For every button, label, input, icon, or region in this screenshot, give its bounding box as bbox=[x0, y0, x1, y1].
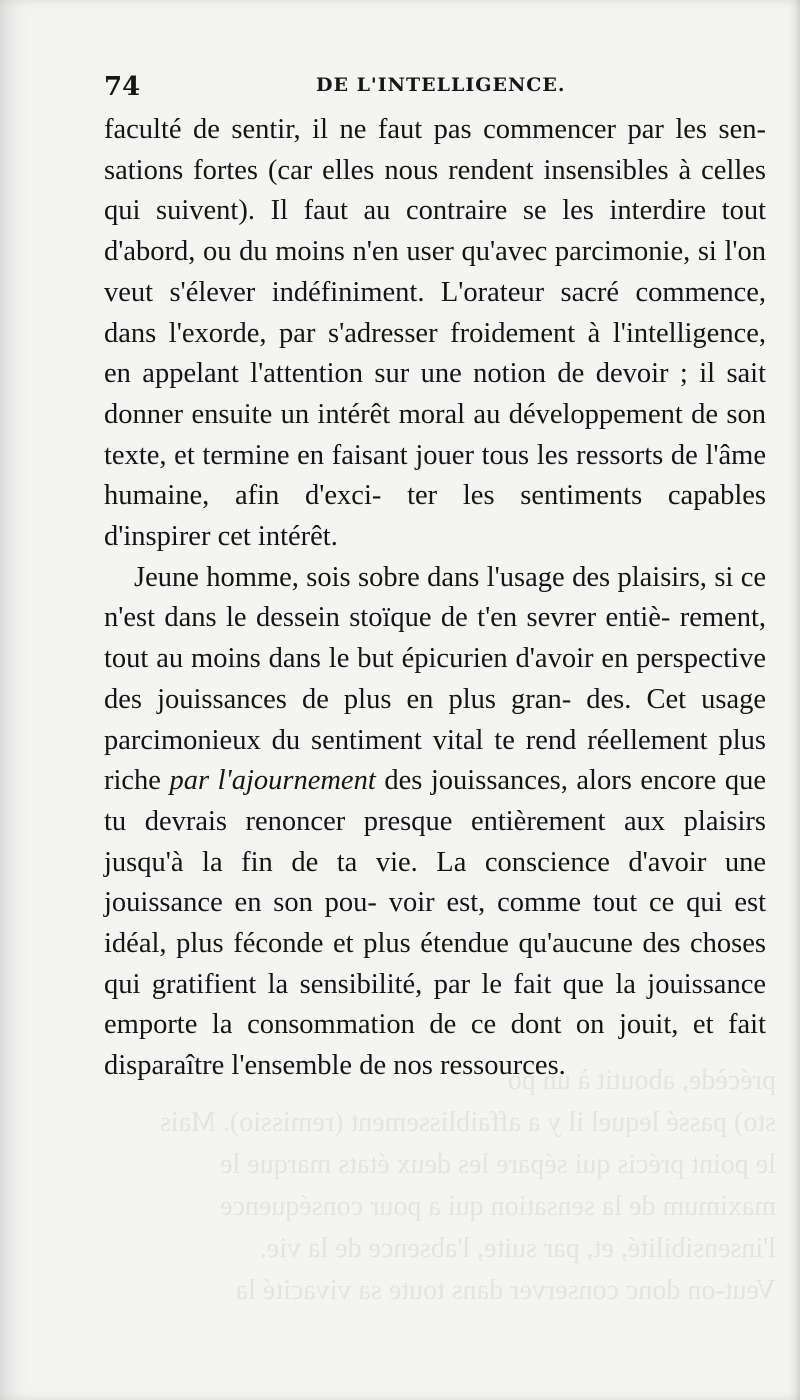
text-line: ter les sentiments capables d'inspirer cet intérêt. bbox=[104, 480, 767, 553]
text-line: des. Cet usage parcimonieux du sentiment vital te bbox=[104, 683, 766, 756]
bleed-through-line: sto) passé lequel il y a affaiblissement (remissio). Mais bbox=[159, 1107, 776, 1138]
text-line: sations fortes (car elles nous rendent insensibles à celles bbox=[104, 154, 766, 186]
text-line: plus étendue qu'aucune des choses qui gratifient la bbox=[104, 928, 767, 1000]
bleed-through-line: maximum de la sensation qui a pour conséquence bbox=[220, 1191, 776, 1222]
text-line: vie. La conscience d'avoir une jouissance en son pou- bbox=[104, 846, 766, 919]
bleed-through-text bbox=[96, 1060, 776, 1312]
running-head: DE L'INTELLIGENCE. bbox=[316, 74, 566, 96]
text-line: commence, dans l'exorde, par s'adresser froidement à bbox=[104, 276, 767, 349]
text-line: si l'on veut s'élever indéfiniment. L'orateur sacré bbox=[104, 236, 767, 308]
text-line: qui suivent). Il faut au contraire se les interdire tout bbox=[104, 195, 766, 227]
page-number: 74 bbox=[104, 72, 141, 102]
bleed-through-line: le point précis qui sépare les deux états marque le bbox=[220, 1149, 776, 1180]
bleed-through-line: Veut-on donc conserver dans toute sa vivacité la bbox=[235, 1275, 776, 1306]
bleed-through-line: précède, aboutit à un po bbox=[507, 1065, 776, 1096]
text-line: en perspective des jouissances de plus en plus gran- bbox=[104, 643, 766, 715]
paragraph-1 bbox=[104, 110, 766, 558]
text-line: si ce n'est dans le dessein stoïque de t'en sevrer entiè- bbox=[104, 561, 767, 634]
italic-phrase: par l'ajournement bbox=[169, 765, 376, 797]
text-line: jouer tous les ressorts de l'âme humaine, afin d'exci- bbox=[104, 439, 766, 512]
text-line: rement, tout au moins dans le but épicurien d'avoir bbox=[104, 602, 767, 675]
text-line: rend réellement plus riche bbox=[104, 724, 766, 797]
paragraph-2 bbox=[104, 558, 766, 1087]
text-line: des bbox=[375, 765, 423, 797]
bleed-through-line: l'insensibilité, et, par suite, l'absence de la vie. bbox=[259, 1233, 776, 1264]
text-line: de devoir ; il sait donner ensuite un intérêt moral au bbox=[104, 358, 767, 430]
text-line: Jeune homme, sois sobre dans l'usage des plaisirs, bbox=[134, 561, 707, 593]
text-line: jouissances, alors encore que tu devrais renoncer bbox=[104, 765, 766, 837]
text-line: l'intelligence, en appelant l'attention sur une notion bbox=[104, 317, 767, 390]
text-line: d'abord, ou du moins n'en user qu'avec parcimonie, bbox=[104, 236, 691, 268]
text-line: l'ensemble de nos ressources. bbox=[231, 1050, 566, 1082]
text-line: voir est, comme tout ce qui est idéal, plus féconde et bbox=[104, 887, 767, 960]
text-line: développement de son texte, et termine en faisant bbox=[104, 398, 766, 471]
text-line: presque entièrement aux plaisirs jusqu'à la fin de ta bbox=[104, 805, 767, 878]
text-line: consommation de ce dont on jouit, et fait disparaître bbox=[104, 1009, 767, 1082]
body-text bbox=[104, 110, 766, 1087]
page-header bbox=[104, 66, 762, 106]
text-line: sensibilité, par le fait que la jouissance emporte la bbox=[104, 968, 766, 1041]
text-line: faculté de sentir, il ne faut pas commencer par les sen- bbox=[104, 114, 766, 145]
